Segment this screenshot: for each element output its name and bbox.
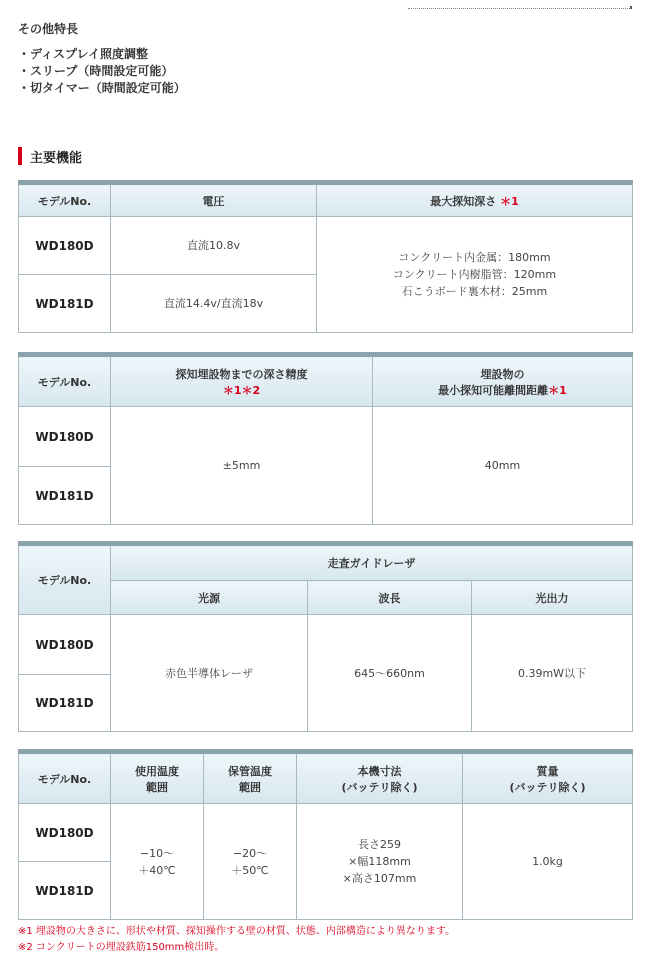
header-storage-temp-label: 範囲 — [239, 780, 261, 794]
dimensions-cell — [297, 804, 463, 920]
header-operating-temp — [111, 752, 204, 804]
storage-temp-line: ＋50℃ — [231, 863, 269, 877]
model-cell: WD181D — [19, 675, 111, 732]
header-dimensions-label: (バッテリ除く) — [341, 780, 418, 794]
header-model: モデルNo. — [19, 183, 111, 217]
model-cell: WD180D — [19, 615, 111, 675]
footnote-2: ※2 コンクリートの埋設鉄筋150mm検出時。 — [18, 942, 225, 953]
header-mass-label: 質量 — [536, 764, 559, 778]
voltage-cell: 直流10.8v — [111, 217, 317, 275]
spec-table-dimensions — [18, 749, 633, 920]
header-dimensions-label: 本機寸法 — [357, 764, 402, 778]
header-depth-accuracy — [111, 355, 373, 407]
list-item: ・スリープ（時間設定可能） — [18, 64, 174, 78]
list-item: ・ディスプレイ照度調整 — [18, 47, 148, 61]
dimensions-line: 長さ259 — [358, 838, 401, 851]
header-model: モデルNo. — [19, 544, 111, 615]
dimensions-line: ×幅118mm — [348, 855, 411, 868]
header-depth-accuracy-label: 探知埋設物までの深さ精度 — [175, 367, 308, 381]
model-cell: WD181D — [19, 467, 111, 525]
header-max-depth — [317, 183, 633, 217]
header-min-distance-label: 最小探知可能離間距離 — [438, 383, 549, 397]
model-cell: WD180D — [19, 217, 111, 275]
model-cell: WD180D — [19, 804, 111, 862]
storage-temp-cell — [204, 804, 297, 920]
header-light-source: 光源 — [111, 581, 308, 615]
light-output-cell: 0.39mW以下 — [472, 615, 633, 732]
spec-table-voltage — [18, 180, 633, 333]
header-min-distance — [373, 355, 633, 407]
depth-line: 石こうボード裏木材：25mm — [401, 285, 548, 298]
section-title: 主要機能 — [30, 150, 83, 166]
header-light-output: 光出力 — [472, 581, 633, 615]
spec-table-laser — [18, 541, 633, 732]
accuracy-cell: ±5mm — [111, 407, 373, 525]
header-operating-temp-label: 範囲 — [146, 780, 168, 794]
max-depth-cell — [317, 217, 633, 333]
depth-line: コンクリート内樹脂管：120mm — [392, 268, 557, 281]
header-storage-temp — [204, 752, 297, 804]
depth-line: コンクリート内金属：180mm — [398, 251, 551, 264]
header-model: モデルNo. — [19, 752, 111, 804]
header-dimensions — [297, 752, 463, 804]
model-cell: WD180D — [19, 407, 111, 467]
model-cell: WD181D — [19, 862, 111, 920]
top-divider — [408, 8, 632, 9]
footnote-mark: ＊1 — [500, 194, 519, 208]
storage-temp-line: −20～ — [232, 846, 268, 860]
header-guide-laser: 走査ガイドレーザ — [111, 544, 633, 581]
footnote-mark: ＊1＊2 — [222, 383, 261, 397]
section-heading — [18, 147, 82, 165]
distance-cell: 40mm — [373, 407, 633, 525]
voltage-cell: 直流14.4v/直流18v — [111, 275, 317, 333]
header-mass-label: (バッテリ除く) — [509, 780, 586, 794]
dimensions-line: ×高さ107mm — [342, 872, 417, 885]
operating-temp-line: ＋40℃ — [138, 863, 176, 877]
header-mass — [463, 752, 633, 804]
top-divider-end — [630, 6, 632, 9]
section-marker — [18, 147, 22, 165]
footnote-mark: ＊1 — [548, 383, 567, 397]
header-max-depth-label: 最大探知深さ — [430, 194, 497, 208]
other-features-list — [18, 46, 186, 97]
header-storage-temp-label: 保管温度 — [228, 764, 272, 778]
header-voltage: 電圧 — [111, 183, 317, 217]
header-operating-temp-label: 使用温度 — [135, 764, 179, 778]
operating-temp-line: −10～ — [139, 846, 175, 860]
header-wavelength: 波長 — [308, 581, 472, 615]
footnote-1: ※1 埋設物の大きさに、形状や材質、探知操作する壁の材質、状態、内部構造により異なります。 — [18, 926, 456, 937]
other-features-title: その他特長 — [18, 22, 79, 36]
model-cell: WD181D — [19, 275, 111, 333]
wavelength-cell: 645～660nm — [308, 615, 472, 732]
header-min-distance-label: 埋設物の — [480, 367, 525, 381]
list-item: ・切タイマー（時間設定可能） — [18, 81, 186, 95]
light-source-cell: 赤色半導体レーザ — [111, 615, 308, 732]
operating-temp-cell — [111, 804, 204, 920]
mass-cell: 1.0kg — [463, 804, 633, 920]
header-model: モデルNo. — [19, 355, 111, 407]
spec-table-accuracy — [18, 352, 633, 525]
